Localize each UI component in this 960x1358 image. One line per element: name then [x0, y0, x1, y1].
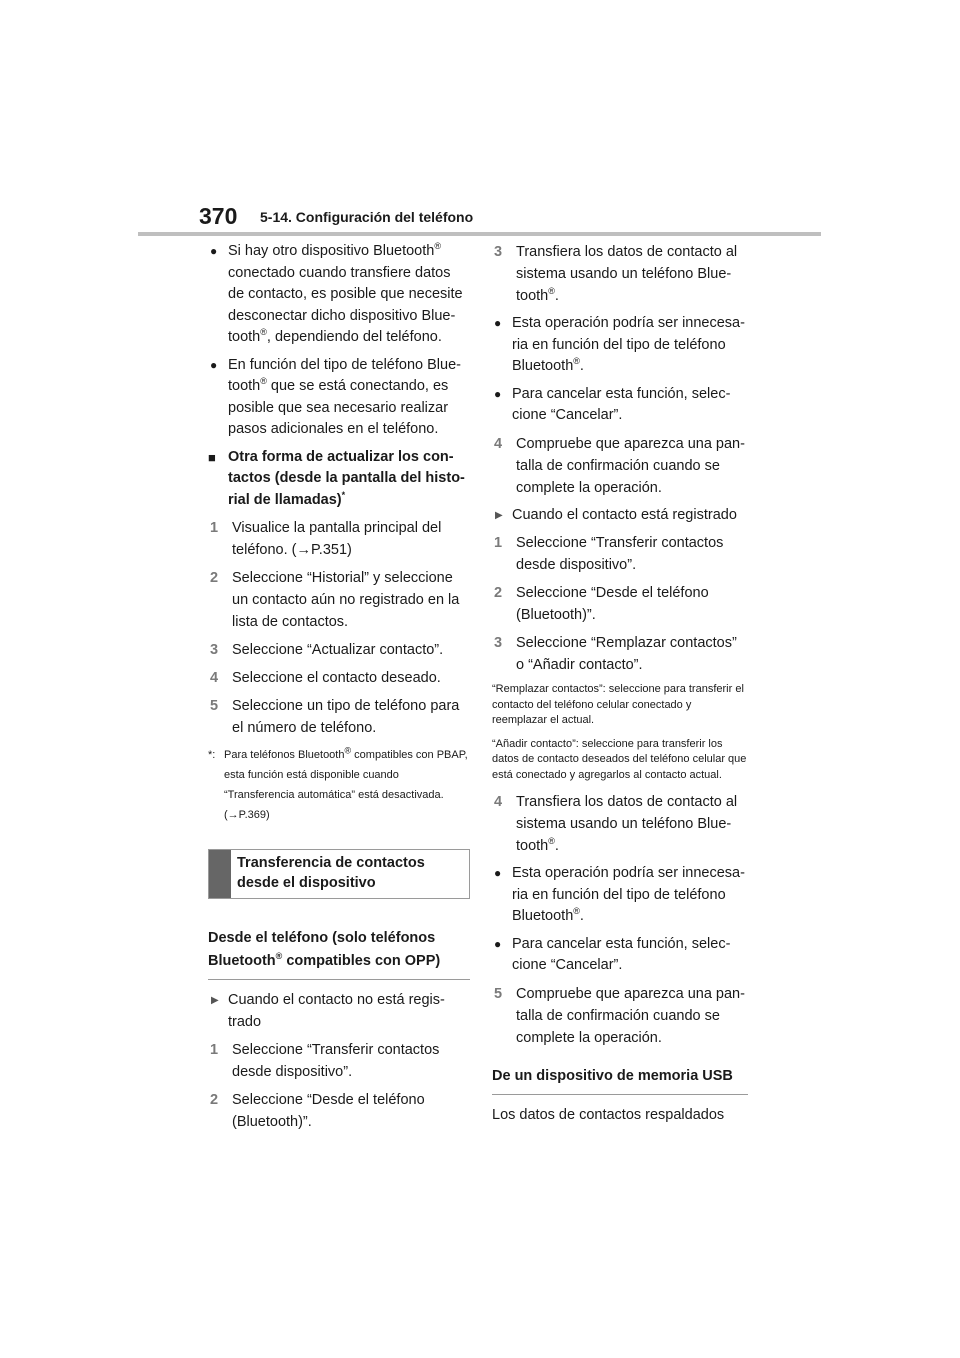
step-4: 4 Transfiera los datos de contacto al sistema usando un teléfono Blue-tooth®.	[494, 794, 738, 854]
bullet-paragraph: ● Esta operación podría ser innecesa-ria en función del tipo de teléfono Bluetooth®.	[494, 315, 745, 374]
step-3: 3 Transfiera los datos de contacto al sistema usando un teléfono Blue-tooth®.	[494, 244, 738, 304]
bullet-paragraph: ● Para cancelar esta función, selec-cione “Cancelar”.	[494, 385, 731, 423]
bullet-icon: ●	[210, 357, 218, 372]
note-paragraph: “Remplazar contactos”: seleccione para transferir el contacto del teléfono celular conectado y reemplazar el actual.	[492, 683, 744, 726]
subheading-usb: De un dispositivo de memoria USB	[492, 1065, 748, 1095]
footnote: *: Para teléfonos Bluetooth® compatibles con PBAP, esta función está disponible cuando “Transferencia automática” está desactivada. (→P.369)	[208, 745, 468, 821]
subheading: Desde el teléfono (solo teléfonos Bluetooth® compatibles con OPP)	[208, 927, 470, 980]
bullet-icon: ●	[494, 386, 502, 401]
subsection-heading: ■ Otra forma de actualizar los con-tactos (desde la pantalla del histo-rial de llamadas)*	[208, 448, 465, 508]
step-5: 5 Seleccione un tipo de teléfono para el número de teléfono.	[210, 698, 460, 736]
step-1: 1 Seleccione “Transferir contactos desde dispositivo”.	[210, 1042, 440, 1080]
triangle-icon: ▶	[211, 995, 219, 1006]
step-4: 4 Seleccione el contacto deseado.	[210, 670, 441, 686]
bullet-icon: ●	[494, 936, 502, 951]
step-2: 2 Seleccione “Desde el teléfono (Bluetooth)”.	[494, 585, 709, 623]
header-rule	[138, 232, 821, 236]
step-4: 4 Compruebe que aparezca una pan-talla de confirmación cuando se complete la operación.	[494, 435, 745, 496]
section-box-bar	[209, 850, 231, 898]
bullet-paragraph: ● Esta operación podría ser innecesa-ria en función del tipo de teléfono Bluetooth®.	[494, 865, 745, 924]
triangle-icon: ▶	[495, 509, 503, 521]
step-1: 1 Seleccione “Transferir contactos desde dispositivo”.	[494, 535, 724, 573]
section-title: 5-14. Configuración del teléfono	[260, 209, 474, 225]
bullet-icon: ●	[494, 316, 502, 330]
case-item: ▶ Cuando el contacto está registrado	[492, 505, 748, 527]
case-item: ▶ Cuando el contacto no está regis-trado	[211, 992, 445, 1030]
section-box	[208, 849, 470, 899]
step-3: 3 Seleccione “Actualizar contacto”.	[210, 642, 444, 658]
step-3: 3 Seleccione “Remplazar contactos” o “Añadir contacto”.	[494, 635, 737, 673]
step-2: 2 Seleccione “Historial” y seleccione un contacto aún no registrado en la lista de contactos.	[210, 570, 460, 630]
right-column	[492, 240, 748, 1132]
step-1: 1 Visualice la pantalla principal del teléfono. (→P.351)	[210, 520, 442, 558]
page-number: 370	[199, 203, 238, 229]
bullet-paragraph: ● Para cancelar esta función, selec-cione “Cancelar”.	[494, 935, 731, 973]
left-column	[208, 240, 470, 1139]
bullet-paragraph: ● En función del tipo de teléfono Blue-tooth® que se está conectando, es posible que sea necesario realizar pasos adicionales en el teléfono.	[210, 356, 461, 437]
note-paragraph: “Añadir contacto”: seleccione para transferir los datos de contacto deseados del teléfono celular que está conectado y agregarlos al contacto actual.	[492, 737, 747, 781]
body-text: Los datos de contactos respaldados	[492, 1106, 725, 1123]
bullet-icon: ●	[210, 244, 218, 258]
bullet-paragraph: ● Si hay otro dispositivo Bluetooth® conectado cuando transfiere datos de contacto, es posible que necesite desconectar dicho dispositivo Blue-tooth®, dependiendo del teléfono.	[210, 241, 463, 345]
page-header	[0, 0, 960, 240]
step-5: 5 Compruebe que aparezca una pan-talla de confirmación cuando se complete la operación.	[494, 985, 745, 1046]
square-bullet-icon: ■	[208, 449, 216, 465]
bullet-icon: ●	[494, 866, 502, 880]
section-box-title: Transferencia de contactos desde el dispositivo	[237, 855, 425, 891]
step-2: 2 Seleccione “Desde el teléfono (Bluetooth)”.	[210, 1092, 425, 1130]
